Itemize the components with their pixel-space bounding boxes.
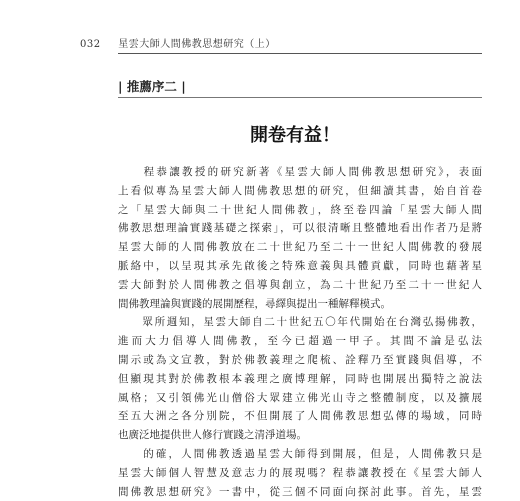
text-line: 佛教思想理論實踐基礎之探索」，可以很清晰且整體地看出作者乃是將	[118, 222, 482, 235]
text-line: 脈絡中，以呈現其承先啟後之特殊意義與具體貢獻，同時也藉著星	[118, 259, 482, 272]
text-line: 但顯現其對於佛教根本義理之廣博理解，同時也開展出獨特之說法	[118, 372, 482, 385]
text-line: 間佛教思想研究》一書中，從三個不同面向探討此事。首先，星雲	[118, 485, 482, 498]
section-label: | 推薦序二 |	[118, 79, 186, 94]
text-line: 星雲大師的人間佛教放在二十世紀乃至二十一世紀人間佛教的發展	[118, 241, 482, 254]
text-line: 風格；又引領佛光山僧俗大眾建立佛光山寺之整體制度，以及擴展	[118, 391, 482, 404]
text-line: 眾所週知，星雲大師自二十世紀五〇年代開始在台灣弘揚佛教，	[118, 316, 482, 329]
text-line: 程恭讓教授的研究新著《星雲大師人間佛教思想研究》，表面	[118, 166, 482, 178]
section-rule	[118, 97, 482, 98]
running-header	[80, 35, 276, 50]
text-line: 也廣泛地提供世人修行實踐之清淨道場。	[118, 429, 307, 442]
text-line: 開示或為文宣教，對於佛教義理之爬梳、詮釋乃至實踐與倡導，不	[118, 353, 482, 366]
text-line: 雲大師對於人間佛教之倡導與創立，為二十世紀乃至二十一世紀人	[118, 278, 482, 291]
text-line: 的確，人間佛教透過星雲大師得到開展，但是，人間佛教只是	[118, 447, 482, 460]
body-text	[118, 163, 482, 501]
page-number: 032	[80, 39, 101, 50]
text-line: 間佛教理論與實踐的展開歷程，尋繹與提出一種解釋模式。	[118, 297, 391, 310]
text-line: 之「星雲大師與二十世紀人間佛教」，終至卷四論「星雲大師人間	[118, 203, 482, 216]
header-rule	[118, 53, 482, 54]
paragraph	[118, 163, 482, 313]
text-line: 進而大力倡導人間佛教，至今已超過一甲子。其間不論是弘法	[118, 335, 482, 348]
paragraph	[118, 313, 482, 445]
text-line: 至五大洲之各分別院，不但開展了人間佛教思想弘傳的場域，同時	[118, 410, 482, 423]
paragraph	[118, 445, 482, 501]
text-line: 星雲大師個人智慧及意志力的展現嗎？程恭讓教授在《星雲大師人	[118, 466, 482, 479]
chapter-title: 開卷有益！	[250, 125, 340, 146]
running-title: 星雲大師人間佛教思想研究（上）	[118, 39, 276, 50]
text-line: 上看似專為星雲大師人間佛教思想的研究，但細讀其書，始自首卷	[118, 184, 482, 197]
